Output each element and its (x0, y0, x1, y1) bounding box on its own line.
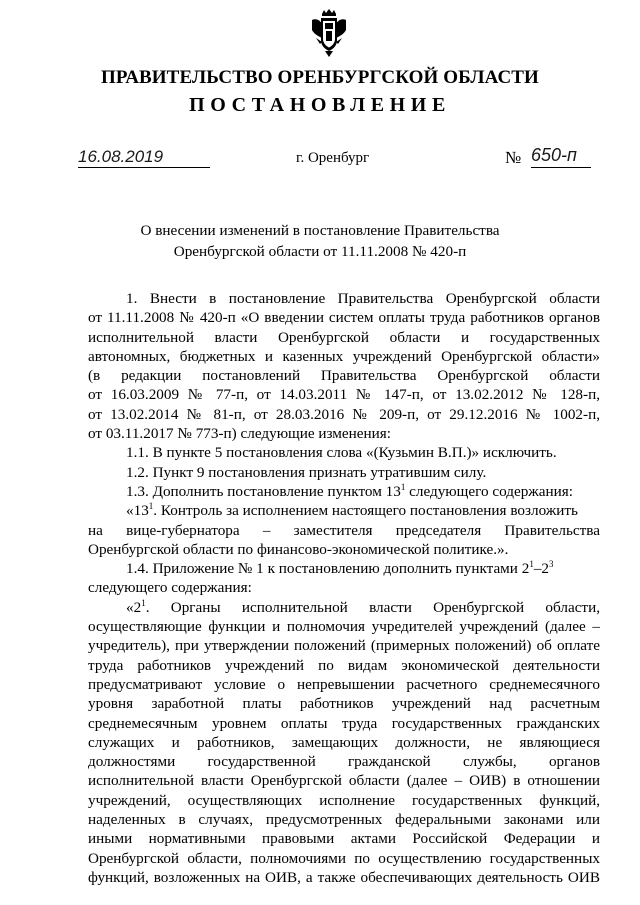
body-line: должностями государственной гражданской службы, органов (88, 753, 600, 771)
coat-of-arms-icon (310, 8, 348, 58)
body-line: труда работников учреждений по видам экономической деятельности (88, 656, 600, 674)
body-text: 1.4. Приложение № 1 к постановлению дополнить пунктами 2 (126, 560, 530, 578)
body-text: следующего содержания: (405, 482, 573, 500)
body-line: Оренбургской области по финансово-экономической политике.». (88, 540, 509, 558)
superscript: 1 (148, 501, 154, 512)
superscript: 1 (400, 481, 406, 492)
body-line: предусматривают условие о непревышении расчетного среднемесячного (88, 675, 600, 693)
body-line: от 11.11.2008 № 420-п «О введении систем оплаты труда работников органов (88, 309, 600, 327)
body-line: осуществляющие функции и полномочия учредителей учреждений (далее – (88, 618, 600, 636)
body-text: «2 (126, 598, 142, 616)
document-date: 16.08.2019 (78, 147, 164, 166)
subject-line: Оренбургской области от 11.11.2008 № 420-п (173, 243, 467, 260)
body-line: 1.1. В пункте 5 постановления слова «(Кузьмин В.П.)» исключить. (126, 444, 557, 462)
body-line: (в редакции постановлений Правительства Оренбургской области (88, 367, 600, 385)
body-line: Оренбургской области, полномочиями по осуществлению государственных (88, 849, 600, 867)
superscript: 3 (549, 559, 554, 570)
body-line (88, 559, 600, 578)
body-line: учредитель), при утверждении положений (примерных положений) об оплате (88, 637, 600, 655)
body-line: 1. Внести в постановление Правительства Оренбургской области (126, 290, 600, 307)
body-text: . Органы исполнительной власти Оренбургской области, (145, 598, 600, 616)
body-line: функций, возложенных на ОИВ, а также обеспечивающих деятельность ОИВ (88, 868, 600, 886)
body-line: от 16.03.2009 № 77-п, от 14.03.2011 № 147-п, от 13.02.2012 № 128-п, (88, 386, 600, 404)
superscript: 1 (529, 559, 534, 570)
body-line: от 13.02.2014 № 81-п, от 28.03.2016 № 209-п, от 29.12.2016 № 1002-п, (88, 405, 600, 423)
body-line: уровня заработной платы работников учреждений над расчетным (88, 695, 600, 713)
body-line (88, 598, 600, 617)
document-type-title: ПОСТАНОВЛЕНИЕ (189, 94, 451, 116)
body-line: исполнительной власти Оренбургской области (далее – ОИВ) в отношении (88, 772, 600, 790)
body-text: 1.3. Дополнить постановление пунктом 13 (126, 482, 401, 500)
body-line: следующего содержания: (88, 579, 252, 597)
body-line: иными нормативными правовыми актами Российской Федерации и (88, 830, 600, 848)
body-text: «13 (126, 502, 149, 520)
body-line: 1.2. Пункт 9 постановления признать утратившим силу. (126, 463, 487, 481)
body-line (88, 482, 600, 501)
document-city: г. Оренбург (296, 150, 370, 166)
number-underline (531, 167, 591, 168)
body-line: автономных, бюджетных и казенных учреждений Оренбургской области» (88, 347, 600, 365)
body-text: –2 (533, 560, 550, 578)
number-sign: № (505, 148, 522, 167)
body-line: учреждений, осуществляющих исполнение государственных функций, (88, 791, 600, 809)
body-line: на вице-губернатора – заместителя председателя Правительства (88, 521, 600, 539)
body-line: исполнительной власти Оренбургской области и государственных (88, 328, 600, 346)
body-line: наделенных в случаях, предусмотренных федеральными законами или (88, 811, 600, 829)
subject-line: О внесении изменений в постановление Правительства (140, 222, 500, 239)
body-line (88, 501, 600, 520)
body-line: от 03.11.2017 № 773-п) следующие изменения: (88, 425, 391, 443)
superscript: 1 (141, 597, 146, 608)
body-text: . Контроль за исполнением настоящего постановления возложить (153, 502, 578, 520)
document-subject (0, 220, 640, 262)
body-line: служащих и работников, замещающих должности, не являющиеся (88, 733, 600, 751)
date-underline (78, 167, 210, 168)
government-title: ПРАВИТЕЛЬСТВО ОРЕНБУРГСКОЙ ОБЛАСТИ (101, 67, 539, 88)
document-number: 650-п (531, 145, 577, 165)
document-body (88, 289, 600, 887)
body-line: среднемесячным уровнем оплаты труда государственных гражданских (88, 714, 600, 732)
